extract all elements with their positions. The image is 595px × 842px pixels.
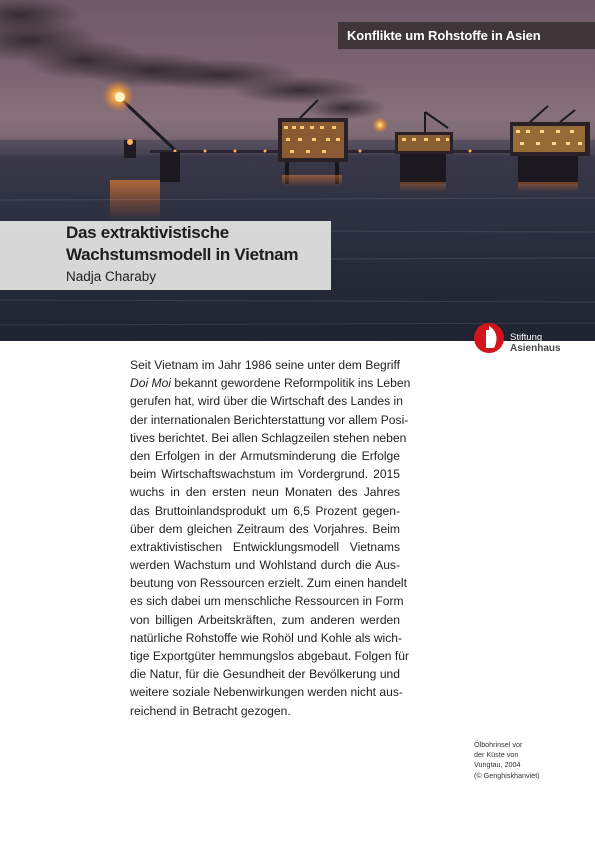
photo-caption — [474, 740, 574, 781]
body-line: der internationalen Berichterstattung vor allem Posi- — [130, 412, 409, 427]
series-banner — [338, 22, 595, 49]
body-line: weitere soziale Nebenwirkungen werden nicht aus- — [130, 685, 403, 700]
body-line-rest: bekannt gewordene Reformpolitik ins Leben — [171, 376, 411, 391]
author-name: Nadja Charaby — [66, 269, 157, 284]
article-title-line-1: Das extraktivistische — [66, 223, 229, 242]
body-line: die Natur, für die Gesundheit der Bevölkerung und — [130, 667, 400, 682]
body-line: über dem gleichen Zeitraum des Vorjahres. Beim — [130, 521, 400, 536]
body-line: es sich dabei um menschliche Ressourcen in Form — [130, 594, 404, 609]
doi-moi-term: Doi Moi — [130, 376, 171, 391]
logo-word-asienhaus: Asienhaus — [510, 343, 561, 354]
body-line: beim Wirtschaftswachstum im Vordergrund. 2015 — [130, 467, 400, 482]
article-body — [130, 356, 411, 720]
smoke-plume — [0, 0, 385, 120]
body-line: den Erfolgen in der Armutsminderung die Erfolge — [130, 448, 400, 463]
caption-line: Ölbohrinsel vor — [474, 740, 523, 749]
platform-right — [510, 106, 590, 192]
stiftung-asienhaus-logo[interactable] — [472, 320, 572, 356]
body-line: von billigen Arbeitskräften, zum anderen werden — [130, 612, 400, 627]
body-line: gerufen hat, wird über die Wirtschaft des Landes in — [130, 394, 403, 409]
body-line — [130, 374, 411, 392]
body-line: wuchs in den ersten neun Monaten des Jahres — [130, 485, 400, 500]
caption-line: Vungtau, 2004 — [474, 760, 521, 770]
body-line: tives berichtet. Bei allen Schlagzeilen stehen neben — [130, 430, 407, 445]
series-label: Konflikte um Rohstoffe in Asien — [347, 28, 541, 43]
body-line: extraktivistischen Entwicklungsmodell Vietnams — [130, 539, 400, 554]
caption-line: (© Genghiskhanviet) — [474, 770, 540, 780]
caption-line: der Küste von — [474, 750, 519, 760]
body-line: tige Exportgüter hemmungslos abgebaut. Folgen für — [130, 649, 409, 663]
body-line: das Bruttoinlandsprodukt um 6,5 Prozent gegen- — [130, 503, 400, 518]
article-title-line-2: Wachstumsmodell in Vietnam — [66, 245, 299, 264]
body-line: beutung von Ressourcen erzielt. Zum einen handelt — [130, 576, 407, 591]
logo-word-stiftung: Stiftung — [510, 332, 543, 343]
platform-middle — [395, 112, 453, 192]
flare-boom — [102, 80, 175, 150]
article-title — [66, 221, 331, 266]
body-line: reichend in Betracht gezogen. — [130, 703, 291, 718]
body-line: Seit Vietnam im Jahr 1986 seine unter dem Begriff — [130, 358, 400, 372]
body-line: werden Wachstum und Wohlstand durch die Aus- — [130, 558, 400, 573]
title-box — [0, 221, 331, 290]
red-circle-logo-icon — [472, 320, 508, 356]
body-line: natürliche Rohstoffe wie Rohöl und Kohle als wich- — [130, 630, 403, 645]
